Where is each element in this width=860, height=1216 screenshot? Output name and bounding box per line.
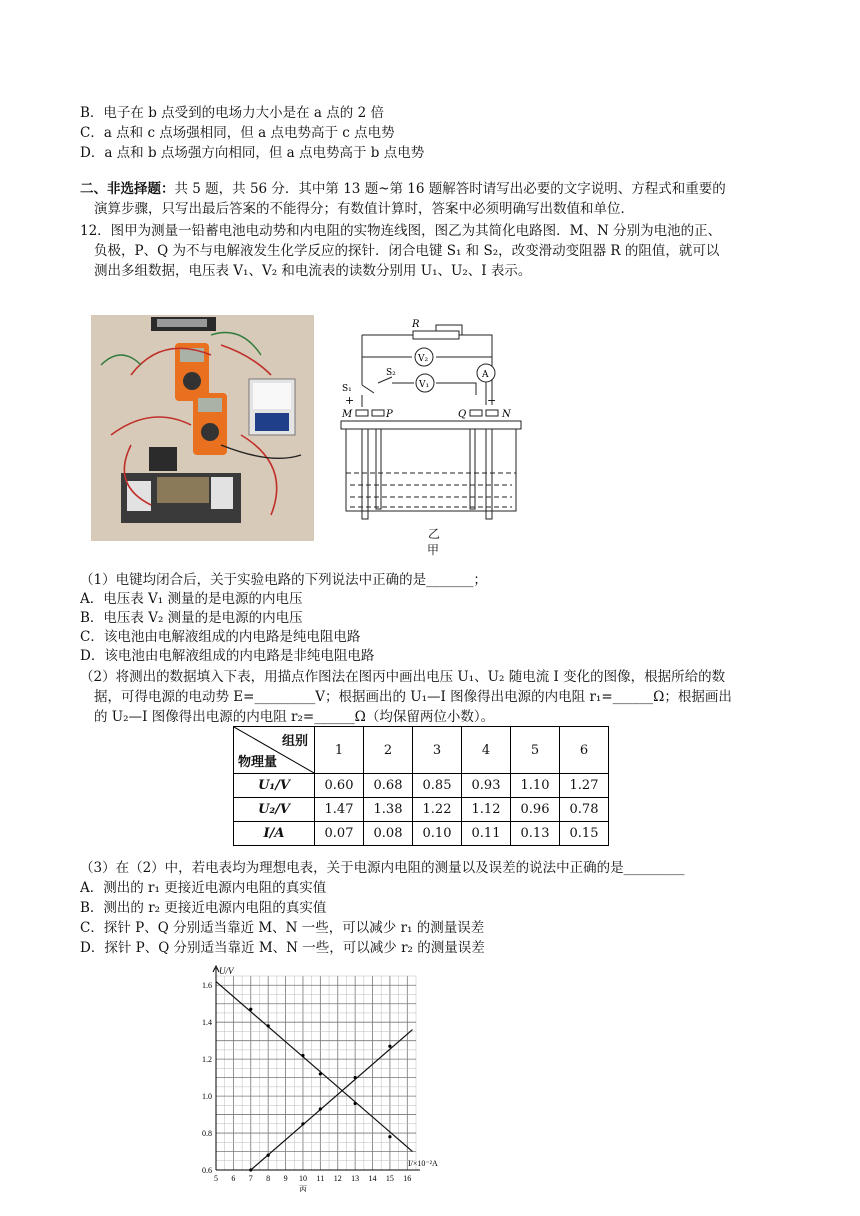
option-c-prev: C．a 点和 c 点场强相同，但 a 点电势高于 c 点电势 xyxy=(80,125,395,141)
y-axis-label: U/V xyxy=(219,966,234,976)
x-axis-label: I/×10⁻²A xyxy=(408,1159,438,1168)
label-plus: + xyxy=(345,394,355,407)
table-row xyxy=(234,774,609,798)
table-cell: 1.22 xyxy=(413,798,462,822)
table-cell: 1.10 xyxy=(511,774,560,798)
x-tick-label: 11 xyxy=(316,1174,325,1183)
table-cell: 0.11 xyxy=(462,822,511,846)
data-point xyxy=(267,1024,270,1027)
part2-line1: （2）将测出的数据填入下表，用描点作图法在图丙中画出电压 U₁、U₂ 随电流 I 变化的图像，根据所给的数 xyxy=(80,669,726,685)
table-cell: 0.13 xyxy=(511,822,560,846)
table-corner xyxy=(234,727,315,774)
option-b-prev: B．电子在 b 点受到的电场力大小是在 a 点的 2 倍 xyxy=(80,105,384,121)
x-tick-label: 5 xyxy=(214,1174,218,1183)
x-tick-label: 10 xyxy=(298,1174,307,1183)
part3-stem: （3）在（2）中，若电表均为理想电表，关于电源内电阻的测量以及误差的说法中正确的是_________ xyxy=(80,860,685,876)
row-label: I/A xyxy=(234,822,315,846)
table-cell: 0.60 xyxy=(315,774,364,798)
table-row xyxy=(234,822,609,846)
label-s1: S₁ xyxy=(342,384,352,394)
x-tick-label: 6 xyxy=(231,1174,236,1183)
table-cell: 1.38 xyxy=(364,798,413,822)
graph-svg xyxy=(190,962,490,1192)
data-point xyxy=(319,1107,322,1110)
section-2-heading: 二、非选择题： xyxy=(80,181,175,197)
label-m: M xyxy=(342,409,353,420)
table-cell: 0.07 xyxy=(315,822,364,846)
data-point xyxy=(388,1045,391,1048)
part1-option-d: D．该电池由电解液组成的内电路是非纯电阻电路 xyxy=(80,648,375,664)
y-tick-label: 0.8 xyxy=(202,1129,212,1139)
corner-bottom-label: 物理量 xyxy=(238,755,278,770)
table-cell: 0.85 xyxy=(413,774,462,798)
table-cell: 0.08 xyxy=(364,822,413,846)
label-r: R xyxy=(412,319,420,330)
group-header: 1 xyxy=(315,727,364,774)
part3-option-a: A．测出的 r₁ 更接近电源内电阻的真实值 xyxy=(80,880,327,896)
option-d-prev: D．a 点和 b 点场强方向相同，但 a 点电势高于 b 点电势 xyxy=(80,145,425,161)
table-cell: 1.12 xyxy=(462,798,511,822)
label-v1: V₁ xyxy=(419,380,430,390)
label-q: Q xyxy=(458,409,467,420)
q12-line3: 测出多组数据，电压表 V₁、V₂ 和电流表的读数分别用 U₁、U₂、I 表示。 xyxy=(94,263,532,279)
row-label: U₁/V xyxy=(234,774,315,798)
section-2-intro xyxy=(80,180,726,198)
part1-option-b: B．电压表 V₂ 测量的是电源的内电压 xyxy=(80,610,303,626)
y-tick-label: 1.4 xyxy=(202,1018,212,1028)
group-header: 4 xyxy=(462,727,511,774)
circuit-diagram xyxy=(336,315,526,545)
label-a: A xyxy=(482,370,489,380)
y-tick-label: 1.2 xyxy=(202,1055,212,1065)
label-p: P xyxy=(386,409,393,420)
table-header-row xyxy=(234,727,609,774)
table-cell: 0.68 xyxy=(364,774,413,798)
x-tick-label: 9 xyxy=(283,1174,288,1183)
data-point xyxy=(249,1008,252,1011)
fit-line-1 xyxy=(251,1030,413,1170)
part2-line2: 据，可得电源的电动势 E=_________V；根据画出的 U₁—I 图像得出电源的内电阻 r₁=______Ω；根据画出 xyxy=(94,689,732,705)
data-point xyxy=(301,1054,304,1057)
caption-jia: 甲 xyxy=(427,543,440,557)
label-minus: − xyxy=(487,394,497,407)
label-v2: V₂ xyxy=(418,354,429,364)
part1-stem: （1）电键均闭合后，关于实验电路的下列说法中正确的是_______； xyxy=(80,572,487,588)
label-n: N xyxy=(502,409,511,420)
group-header: 2 xyxy=(364,727,413,774)
q12-line2: 负极，P、Q 为不与电解液发生化学反应的探针．闭合电键 S₁ 和 S₂，改变滑动变阻器 R 的阻值，就可以 xyxy=(94,243,720,259)
x-tick-label: 7 xyxy=(248,1174,253,1183)
graph-caption: 丙 xyxy=(298,1185,307,1192)
data-point xyxy=(354,1102,357,1105)
data-point xyxy=(319,1072,322,1075)
data-point xyxy=(249,1168,252,1171)
section-2-line2: 演算步骤，只写出最后答案的不能得分；有数值计算时，答案中必须明确写出数值和单位． xyxy=(94,201,634,217)
table-cell: 0.15 xyxy=(560,822,609,846)
data-point xyxy=(388,1135,391,1138)
fit-line-2 xyxy=(216,982,413,1152)
part3-option-b: B．测出的 r₂ 更接近电源内电阻的真实值 xyxy=(80,900,327,916)
section-2-line1: 共 5 题，共 56 分．其中第 13 题~第 16 题解答时请写出必要的文字说明、方程式和重要的 xyxy=(174,181,726,197)
table-cell: 1.27 xyxy=(560,774,609,798)
x-tick-label: 13 xyxy=(351,1174,360,1183)
row-label: U₂/V xyxy=(234,798,315,822)
x-tick-label: 8 xyxy=(266,1174,271,1183)
table-cell: 0.93 xyxy=(462,774,511,798)
data-table xyxy=(233,726,609,846)
part1-option-c: C．该电池由电解液组成的内电路是纯电阻电路 xyxy=(80,629,361,645)
x-tick-label: 12 xyxy=(333,1174,342,1183)
x-tick-label: 14 xyxy=(368,1174,377,1183)
part3-option-c: C．探针 P、Q 分别适当靠近 M、N 一些，可以减少 r₁ 的测量误差 xyxy=(80,920,485,936)
part1-option-a: A．电压表 V₁ 测量的是电源的内电压 xyxy=(80,591,303,607)
u-i-graph xyxy=(190,962,490,1192)
data-point xyxy=(354,1076,357,1079)
table-cell: 0.78 xyxy=(560,798,609,822)
group-header: 5 xyxy=(511,727,560,774)
table-cell: 0.10 xyxy=(413,822,462,846)
table-row xyxy=(234,798,609,822)
y-tick-label: 1.6 xyxy=(202,981,212,991)
group-header: 3 xyxy=(413,727,462,774)
part3-option-d: D．探针 P、Q 分别适当靠近 M、N 一些，可以减少 r₂ 的测量误差 xyxy=(80,940,485,956)
x-tick-label: 15 xyxy=(385,1174,394,1183)
corner-top-label: 组别 xyxy=(281,734,308,749)
data-point xyxy=(301,1122,304,1125)
experiment-photo xyxy=(91,315,314,541)
y-tick-label: 0.6 xyxy=(202,1166,212,1175)
table-cell: 1.47 xyxy=(315,798,364,822)
y-tick-label: 1.0 xyxy=(202,1092,212,1102)
part2-line3: 的 U₂—I 图像得出电源的内电阻 r₂=______Ω（均保留两位小数）。 xyxy=(94,709,495,725)
data-point xyxy=(267,1154,270,1157)
table-cell: 0.96 xyxy=(511,798,560,822)
x-tick-label: 16 xyxy=(403,1174,412,1183)
label-s2: S₂ xyxy=(386,368,396,378)
caption-yi: 乙 xyxy=(428,527,441,541)
q12-line1: 12．图甲为测量一铅蓄电池电动势和内电阻的实物连线图，图乙为其简化电路图．M、N 分别为电池的正、 xyxy=(80,223,722,239)
group-header: 6 xyxy=(560,727,609,774)
